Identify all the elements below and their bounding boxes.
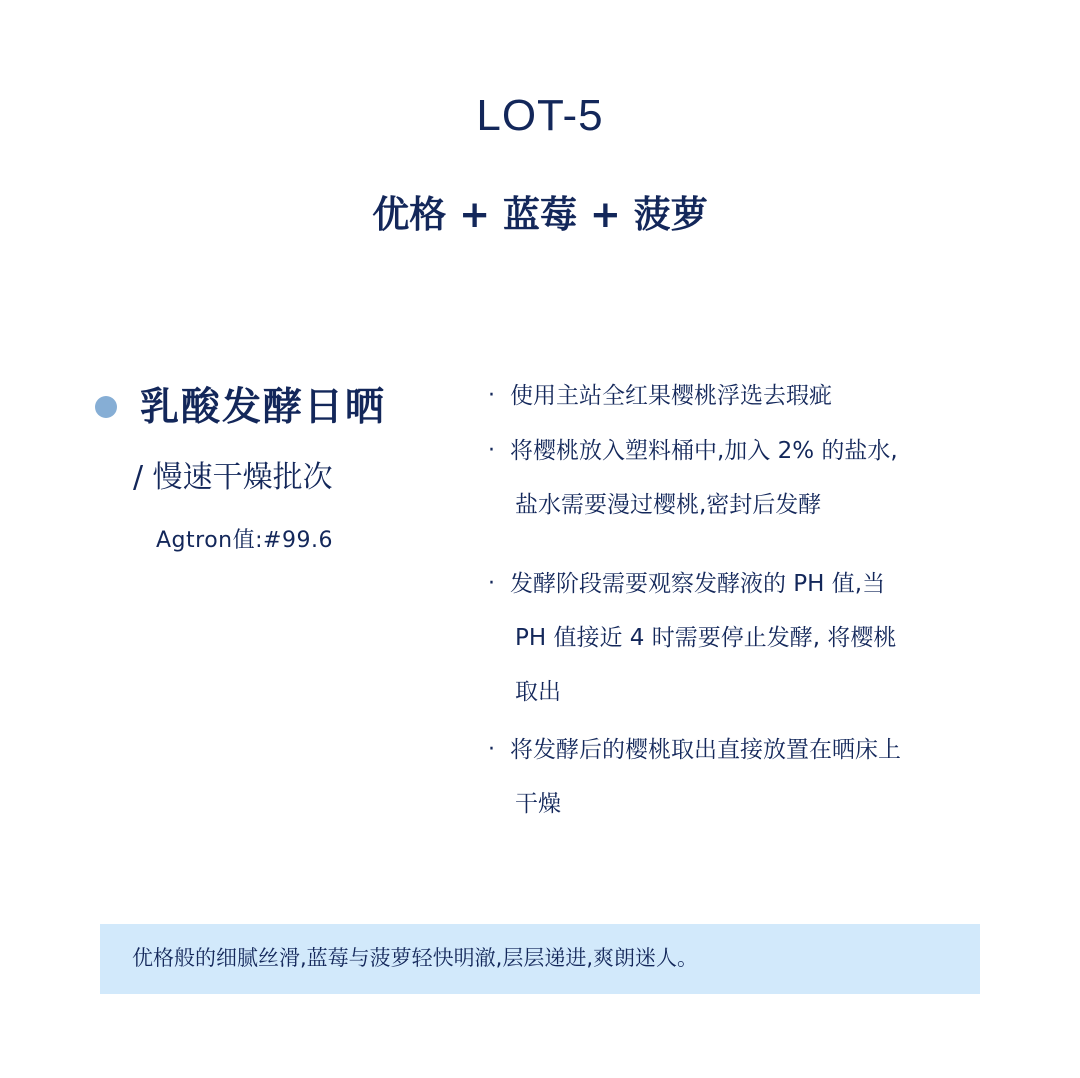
step-bullet: · bbox=[488, 737, 495, 762]
tasting-note: 优格般的细腻丝滑,蓝莓与菠萝轻快明澈,层层递进,爽朗迷人。 bbox=[132, 946, 699, 970]
tasting-note-box bbox=[100, 924, 980, 994]
step-text: 将发酵后的樱桃取出直接放置在晒床上 bbox=[510, 737, 901, 763]
flavor-title: 优格 + 蓝莓 + 菠萝 bbox=[372, 193, 708, 236]
step-bullet: · bbox=[488, 571, 495, 596]
step-item bbox=[488, 723, 988, 831]
step-text: 盐水需要漫过樱桃,密封后发酵 bbox=[515, 492, 822, 518]
step-text: 干燥 bbox=[515, 791, 561, 817]
step-item bbox=[488, 369, 988, 423]
step-text: 使用主站全红果樱桃浮选去瑕疵 bbox=[510, 383, 832, 409]
step-text: PH 值接近 4 时需要停止发酵, 将樱桃 bbox=[515, 625, 897, 651]
step-item bbox=[488, 424, 988, 532]
bullet-dot bbox=[95, 396, 117, 418]
step-bullet: · bbox=[488, 383, 495, 408]
step-text: 发酵阶段需要观察发酵液的 PH 值,当 bbox=[510, 571, 886, 597]
step-bullet: · bbox=[488, 438, 495, 463]
process-subtitle: / 慢速干燥批次 bbox=[133, 460, 333, 495]
agtron-value: Agtron值:#99.6 bbox=[156, 528, 333, 553]
step-text: 将樱桃放入塑料桶中,加入 2% 的盐水, bbox=[510, 438, 898, 464]
step-text: 取出 bbox=[515, 679, 561, 705]
process-name: 乳酸发酵日晒 bbox=[140, 385, 387, 430]
lot-title: LOT-5 bbox=[476, 91, 604, 140]
step-item bbox=[488, 557, 988, 719]
